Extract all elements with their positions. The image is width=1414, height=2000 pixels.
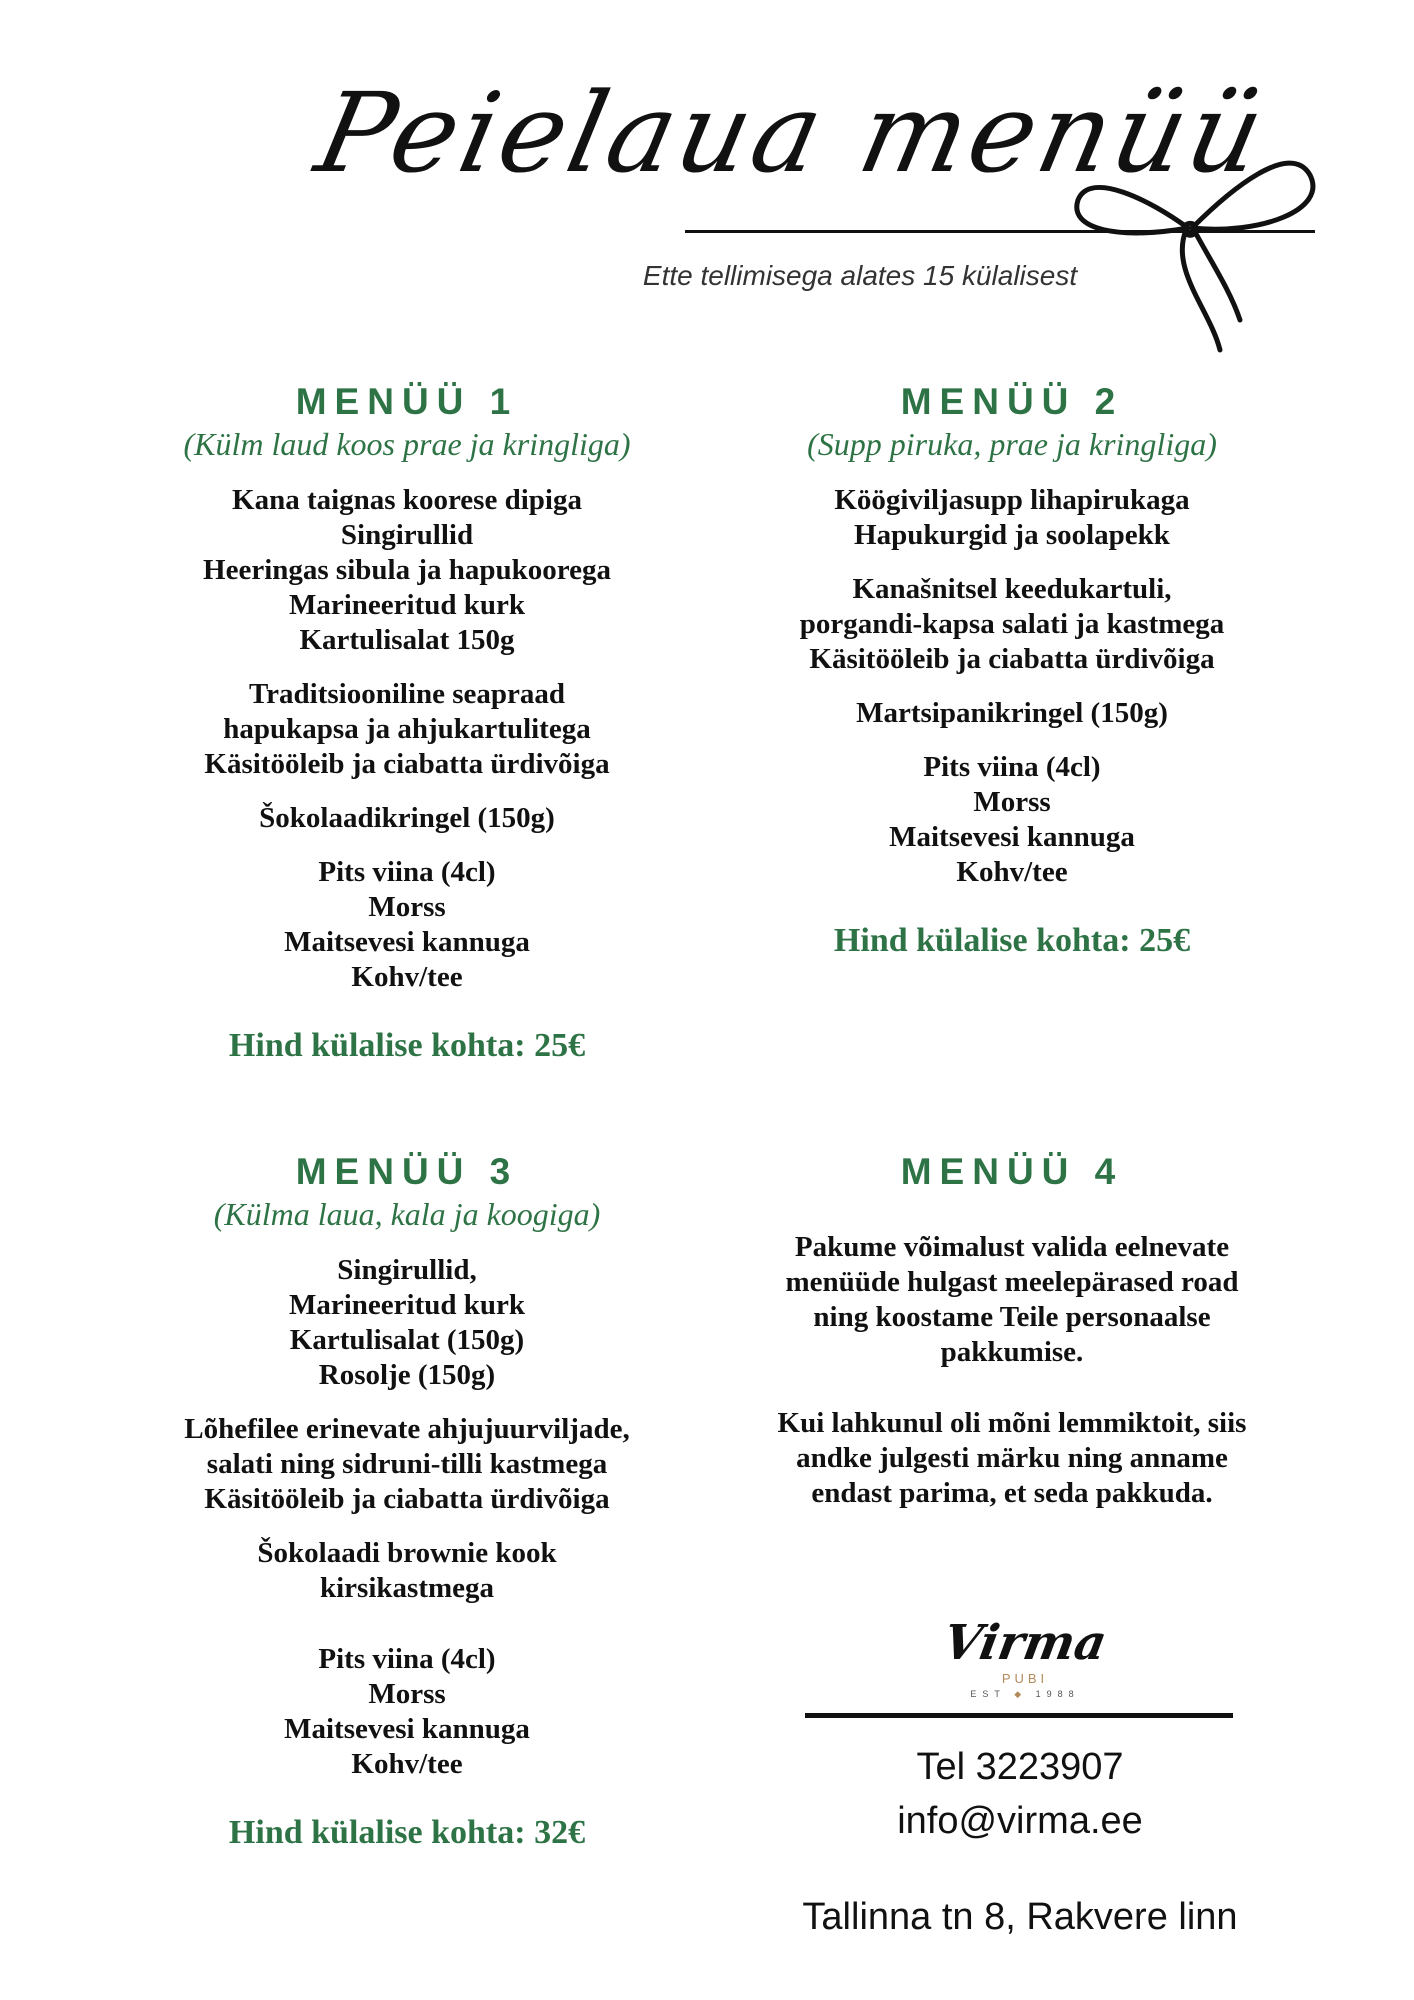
menu-item: Šokolaadikringel (150g) xyxy=(259,802,555,834)
menu-item: Marineeritud kurk xyxy=(288,1289,526,1321)
menu-item: Kanašnitsel keedukartuli, xyxy=(852,573,1172,605)
logo-name: Virma xyxy=(939,1615,1111,1671)
menu-item: hapukapsa ja ahjukartulitega xyxy=(223,713,591,745)
menu-item: Heeringas sibula ja hapukoorega xyxy=(203,554,611,586)
menu-item: kirsikastmega xyxy=(320,1572,494,1604)
menu-item: Singirullid xyxy=(340,519,474,551)
menu-item-group xyxy=(127,1536,687,1606)
menu-item-group xyxy=(127,1642,687,1782)
virma-logo xyxy=(935,1615,1115,1715)
menu-item: Singirullid, xyxy=(337,1254,477,1286)
menu-item: salati ning sidruni-tilli kastmega xyxy=(206,1448,608,1480)
menu-price: Hind külalise kohta: 32€ xyxy=(228,1814,586,1851)
diamond-icon: ◆ xyxy=(1014,1689,1028,1699)
menu-item-group xyxy=(127,677,687,782)
menu-item-group xyxy=(732,572,1292,677)
menu-price-wrap xyxy=(127,1025,687,1067)
paragraph-line: Pakume võimalust valida eelnevate xyxy=(794,1231,1230,1263)
ribbon-bow-icon xyxy=(1060,130,1330,360)
page-title: Peielaua menüü xyxy=(306,69,1279,197)
menu-3-section xyxy=(127,1150,687,1854)
menu-item: Kohv/tee xyxy=(351,961,463,993)
menu-item: Pits viina (4cl) xyxy=(318,856,496,888)
menu-item: Traditsiooniline seapraad xyxy=(248,678,566,710)
menu-item: porgandi-kapsa salati ja kastmega xyxy=(799,608,1225,640)
contact-phone: Tel 3223907 xyxy=(916,1746,1124,1788)
logo-est xyxy=(935,1687,1115,1701)
menu-heading: MENÜÜ 4 xyxy=(900,1151,1124,1192)
menu-item: Käsitööleib ja ciabatta ürdivõiga xyxy=(204,1483,610,1515)
menu-item: Kartulisalat (150g) xyxy=(289,1324,525,1356)
menu-item: Hapukurgid ja soolapekk xyxy=(854,519,1170,551)
menu-item-group xyxy=(127,483,687,658)
menu-item: Morss xyxy=(368,891,446,923)
menu-item: Marineeritud kurk xyxy=(288,589,526,621)
menu-price-wrap xyxy=(732,920,1292,962)
paragraph-line: endast parima, et seda pakkuda. xyxy=(811,1477,1213,1509)
menu-item: Rosolje (150g) xyxy=(318,1359,496,1391)
menu-4-paragraph xyxy=(732,1406,1292,1511)
contact-email[interactable]: info@virma.ee xyxy=(897,1800,1143,1842)
menu-item: Martsipanikringel (150g) xyxy=(856,697,1168,729)
menu-subheading: (Külm laud koos prae ja kringliga) xyxy=(183,426,631,462)
menu-subheading: (Supp piruka, prae ja kringliga) xyxy=(807,426,1217,462)
menu-item: Morss xyxy=(368,1678,446,1710)
menu-item: Šokolaadi brownie kook xyxy=(257,1537,557,1569)
menu-item: Morss xyxy=(973,786,1051,818)
menu-heading: MENÜÜ 3 xyxy=(295,1151,519,1192)
paragraph-line: andke julgesti märku ning anname xyxy=(796,1442,1228,1474)
menu-item-group xyxy=(127,1253,687,1393)
logo-tagline: PUBI xyxy=(1001,1671,1049,1686)
menu-4-paragraph xyxy=(732,1230,1292,1370)
menu-price: Hind külalise kohta: 25€ xyxy=(228,1027,586,1064)
paragraph-line: ning koostame Teile personaalse xyxy=(813,1301,1211,1333)
menu-item-group xyxy=(127,1412,687,1517)
menu-item: Käsitööleib ja ciabatta ürdivõiga xyxy=(204,748,610,780)
menu-item: Lõhefilee erinevate ahjujuurviljade, xyxy=(184,1413,630,1445)
menu-item: Pits viina (4cl) xyxy=(923,751,1101,783)
menu-item: Maitsevesi kannuga xyxy=(284,1713,530,1745)
contact-divider xyxy=(805,1713,1233,1718)
menu-item-group xyxy=(127,855,687,995)
menu-item: Köögiviljasupp lihapirukaga xyxy=(834,484,1190,516)
menu-1-section xyxy=(127,380,687,1067)
paragraph-line: menüüde hulgast meelepärased road xyxy=(785,1266,1239,1298)
menu-item: Pits viina (4cl) xyxy=(318,1643,496,1675)
menu-heading: MENÜÜ 2 xyxy=(900,381,1124,422)
menu-item: Kana taignas koorese dipiga xyxy=(232,484,582,516)
menu-item: Kartulisalat 150g xyxy=(299,624,515,656)
menu-item-group xyxy=(732,696,1292,731)
menu-heading: MENÜÜ 1 xyxy=(295,381,519,422)
menu-2-section xyxy=(732,380,1292,962)
contact-address: Tallinna tn 8, Rakvere linn xyxy=(802,1896,1238,1938)
menu-item: Maitsevesi kannuga xyxy=(889,821,1135,853)
paragraph-line: pakkumise. xyxy=(940,1336,1084,1368)
menu-4-section xyxy=(732,1150,1292,1511)
menu-item: Kohv/tee xyxy=(351,1748,463,1780)
paragraph-line: Kui lahkunul oli mõni lemmiktoit, siis xyxy=(777,1407,1247,1439)
menu-item-group xyxy=(127,801,687,836)
menu-price-wrap xyxy=(127,1812,687,1854)
menu-item: Käsitööleib ja ciabatta ürdivõiga xyxy=(809,643,1215,675)
menu-price: Hind külalise kohta: 25€ xyxy=(833,922,1191,959)
menu-item: Kohv/tee xyxy=(956,856,1068,888)
menu-item: Maitsevesi kannuga xyxy=(284,926,530,958)
menu-item-group xyxy=(732,483,1292,553)
menu-item-group xyxy=(732,750,1292,890)
menu-subheading: (Külma laua, kala ja koogiga) xyxy=(213,1196,601,1232)
page-subtitle: Ette tellimisega alates 15 külalisest xyxy=(642,260,1078,291)
logo-est-left: EST xyxy=(970,1689,1006,1699)
logo-est-right: 1988 xyxy=(1035,1689,1080,1699)
